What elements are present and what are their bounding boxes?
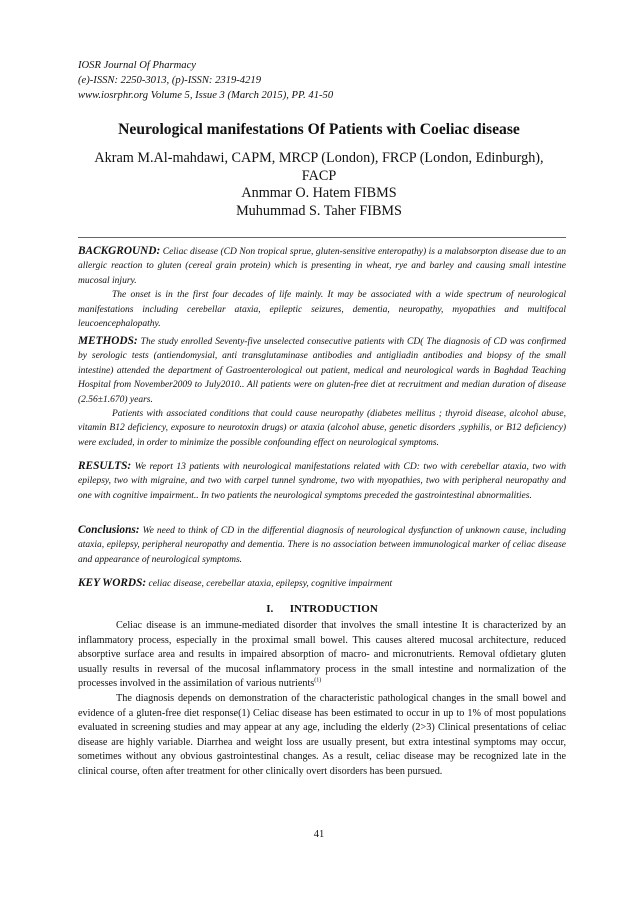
introduction-body bbox=[78, 619, 566, 780]
citation-ref: (1) bbox=[314, 677, 322, 684]
journal-issn: (e)-ISSN: 2250-3013, (p)-ISSN: 2319-4219 bbox=[78, 75, 261, 86]
abstract-results bbox=[78, 459, 566, 503]
section-heading-introduction: I. INTRODUCTION bbox=[266, 603, 378, 615]
intro-paragraph-1 bbox=[78, 619, 566, 692]
page-number: 41 bbox=[313, 829, 325, 840]
methods-label: METHODS: bbox=[78, 335, 138, 347]
conclusions-label: Conclusions: bbox=[78, 524, 140, 536]
intro-paragraph-1-text: Celiac disease is an immune-mediated disorder that involves the small intestine It is characterized by an inflammatory process, especially in the proximal small bowel. This causes altered mucosal architecture, reduced absorptive surface area and results in impaired absorption of macro- and micronutrients. Removal ofdietary gluten usually results in reversal of the mucosal inflammatory process in the small intestine and normalization of the processes involved in the assimilation of various nutrients bbox=[78, 620, 566, 690]
conclusions-text: We need to think of CD in the differential diagnosis of neurological dysfunction of unknown cause, including ataxia, epilepsy, peripheral neuropathy and dementia. There is no association between immunological marker of celiac disease and appearance of neurological symptoms. bbox=[78, 526, 566, 565]
abstract-keywords bbox=[78, 576, 566, 591]
background-text-2: The onset is in the first four decades of life mainly. It may be associated with a wide spectrum of neurological manifestations including cerebellar ataxia, epileptic seizures, dementia, neuropathy, myopathies and multifocal leucoencephalopathy. bbox=[78, 290, 566, 330]
results-text: We report 13 patients with neurological manifestations related with CD: two with cerebellar ataxia, two with epilepsy, two with migraine, and two with carpel tunnel syndrome, two with myopathies, two with peripheral neuropathy and one with cognitive impairment.. In two patients the neurological symptoms preceded the gastrointestinal abnormalities. bbox=[78, 462, 566, 501]
author-line: Akram M.Al-mahdawi, CAPM, MRCP (London), FRCP (London, Edinburgh), bbox=[94, 150, 544, 166]
keywords-label: KEY WORDS: bbox=[78, 577, 147, 589]
journal-volume: www.iosrphr.org Volume 5, Issue 3 (March 2015), PP. 41-50 bbox=[78, 90, 334, 101]
abstract-conclusions bbox=[78, 523, 566, 567]
journal-header bbox=[78, 58, 333, 103]
abstract-background bbox=[78, 244, 566, 331]
paper-title: Neurological manifestations Of Patients with Coeliac disease bbox=[118, 121, 520, 138]
author-line: FACP bbox=[301, 167, 337, 184]
journal-name: IOSR Journal Of Pharmacy bbox=[78, 60, 196, 71]
methods-text-2: Patients with associated conditions that could cause neuropathy (diabetes mellitus ; thyroid disease, alcohol abuse, vitamin B12 deficiency, exposure to neurotoxin drugs) or ataxia (alcohol abuse, genetic disorders ,syphilis, or B12 deficiency) were excluded, in order to minimize the possible confounding effect on neurological symptoms. bbox=[78, 409, 566, 448]
results-label: RESULTS: bbox=[78, 460, 132, 472]
background-label: BACKGROUND: bbox=[78, 245, 161, 257]
author-line: Muhummad S. Taher FIBMS bbox=[236, 202, 402, 219]
author-list bbox=[60, 150, 578, 220]
abstract-methods bbox=[78, 334, 566, 450]
background-text: Celiac disease (CD Non tropical sprue, gluten-sensitive enteropathy) is a malabsorpton disease due to an allergic reaction to gluten (cereal grain protein) which is presenting in wheat, rye and barley and causing small intestine mucosal injury. bbox=[78, 247, 567, 286]
abstract-divider bbox=[78, 237, 566, 238]
keywords-text: celiac disease, cerebellar ataxia, epilepsy, cognitive impairment bbox=[148, 579, 393, 589]
methods-text: The study enrolled Seventy-five unselected consecutive patients with CD( The diagnosis of CD was confirmed by serologic tests (antiendomysial, anti transglutaminase antibodies and antigliadin antibodies and biopsy of the small intestine) attended the department of Gastroenterological out patient, medical and neurological wards in Baghdad Teaching Hospital from November2009 to July2010.. All patients were on gluten-free diet at recruitment and median duration of disease (2.56±1.670) years. bbox=[78, 337, 567, 405]
author-line: Anmmar O. Hatem FIBMS bbox=[241, 185, 397, 201]
intro-paragraph-2: The diagnosis depends on demonstration of the characteristic pathological changes in the small bowel and evidence of a gluten-free diet response(1) Celiac disease has been estimated to occur in up to 1% of most populations evaluated in screening studies and may appear at any age, including the elderly (2>3) Clinical presentations of celiac disease are highly variable. Diarrhea and weight loss are usually present, but extra intestinal symptoms may occur, sometimes without any obvious gastrointestinal changes. As a result, celiac disease may be recognized late in the clinical course, often after treatment for other clinically overt disorders has been pursued. bbox=[78, 692, 566, 777]
